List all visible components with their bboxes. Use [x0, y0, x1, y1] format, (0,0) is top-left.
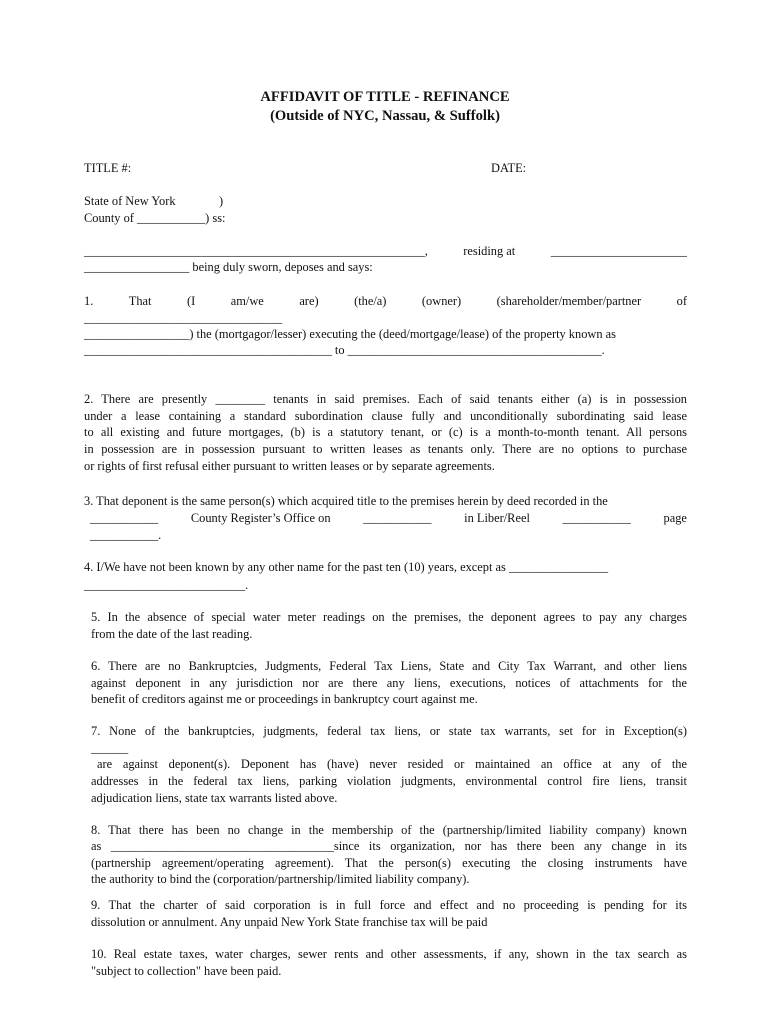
p8-line: the authority to bind the (corporation/partnership/limited liability company). [91, 872, 470, 886]
intro-line-1 [84, 243, 687, 260]
p1-word: 1. [84, 294, 94, 308]
p3-line-1: 3. That deponent is the same person(s) which acquired title to the premises herein by deed recorded in the [84, 494, 608, 508]
p6-line: 6. There are no Bankruptcies, Judgments, Federal Tax Liens, State and City Tax Warrant, and other liens [91, 659, 687, 673]
p1-word: am/we [230, 294, 264, 308]
p1-word: (the/a) [354, 294, 387, 308]
venue-paren: ) [219, 194, 224, 208]
p6-line: benefit of creditors against me or proceedings in bankruptcy court against me. [91, 692, 478, 706]
intro-line-2: _________________ being duly sworn, deposes and says: [84, 260, 373, 274]
residence-blank: ______________________ [550, 244, 687, 258]
p5-line: from the date of the last reading. [91, 627, 253, 641]
p3-word: County Register’s Office on [190, 511, 331, 525]
p4-line-1: 4. I/We have not been known by any other name for the past ten (10) years, except as ________________ [84, 560, 609, 574]
p1-word: of [676, 294, 687, 308]
p4-line-2: __________________________. [84, 578, 249, 592]
p6-line: against deponent in any jurisdiction nor are there any liens, executions, notices of attachments for the [91, 676, 687, 690]
p7-line-2: ______ [91, 741, 129, 755]
p1-word: (shareholder/member/partner [496, 294, 642, 308]
p7-line-4: addresses in the federal tax liens, parking violation judgments, environmental control fire liens, transit [91, 774, 687, 788]
venue-state: State of New York [84, 194, 176, 208]
p1-line-2: ________________________________ [84, 311, 283, 325]
p3-word: ___________ [562, 511, 631, 525]
p8-line: 8. That there has been no change in the membership of the (partnership/limited liability company) known [91, 823, 687, 837]
p3-word: ___________ [90, 511, 159, 525]
p9-line: 9. That the charter of said corporation is in full force and effect and no proceeding is pending for its [91, 898, 687, 912]
date-label: DATE: [491, 161, 527, 175]
p3-line-3: ___________. [90, 528, 162, 542]
p7-line-1: 7. None of the bankruptcies, judgments, federal tax liens, or state tax warrants, set for in Exception(s) [91, 724, 687, 738]
p2-line: 2. There are presently ________ tenants in said premises. Each of said tenants either (a) is in possession [84, 392, 687, 406]
p2-line: in possession are in possession pursuant to written leases as tenants only. There are no options to purchase [84, 442, 687, 456]
p1-line-1 [84, 293, 687, 310]
p1-word: That [128, 294, 152, 308]
p10-line: 10. Real estate taxes, water charges, sewer rents and other assessments, if any, shown in the tax search as [91, 947, 687, 961]
p2-line: to all existing and future mortgages, (b) is a statutory tenant, or (c) is a month-to-month tenant. All persons [84, 425, 687, 439]
p1-word: are) [299, 294, 319, 308]
p1-word: (owner) [421, 294, 462, 308]
p2-line: under a lease containing a standard subordination clause fully and unconditionally subordinating said lease [84, 409, 687, 423]
deponent-name-blank: _______________________________________________________, [84, 244, 428, 258]
p7-line-5: adjudication liens, state tax warrants listed above. [91, 791, 338, 805]
p5-line: 5. In the absence of special water meter readings on the premises, the deponent agrees to pay any charges [91, 610, 687, 624]
p3-word: ___________ [363, 511, 432, 525]
document-subtitle: (Outside of NYC, Nassau, & Suffolk) [270, 108, 500, 124]
p8-line: (partnership agreement/operating agreement). That the person(s) executing the closing instruments have [91, 856, 687, 870]
p1-word: (I [187, 294, 196, 308]
p2-line: or rights of first refusal either pursuant to written leases or by separate agreements. [84, 459, 495, 473]
venue-county: County of ___________) ss: [84, 211, 226, 225]
p3-word: in Liber/Reel [464, 511, 530, 525]
p9-line: dissolution or annulment. Any unpaid New York State franchise tax will be paid [91, 915, 488, 929]
p8-line: as ____________________________________since its organization, nor has there been any change in its [91, 839, 687, 853]
document-title: AFFIDAVIT OF TITLE - REFINANCE [260, 89, 510, 105]
p10-line: "subject to collection" have been paid. [91, 964, 282, 978]
p1-line-4: ________________________________________ to _________________________________________. [84, 343, 605, 357]
residing-at-label: residing at [463, 244, 516, 258]
p3-line-2 [90, 510, 687, 527]
p7-line-3: are against deponent(s). Deponent has (have) never resided or maintained an office at any of the [97, 757, 687, 771]
p3-word: page [663, 511, 687, 525]
title-number-label: TITLE #: [84, 161, 132, 175]
p1-line-3: _________________) the (mortgagor/lesser) executing the (deed/mortgage/lease) of the property known as [84, 327, 616, 341]
